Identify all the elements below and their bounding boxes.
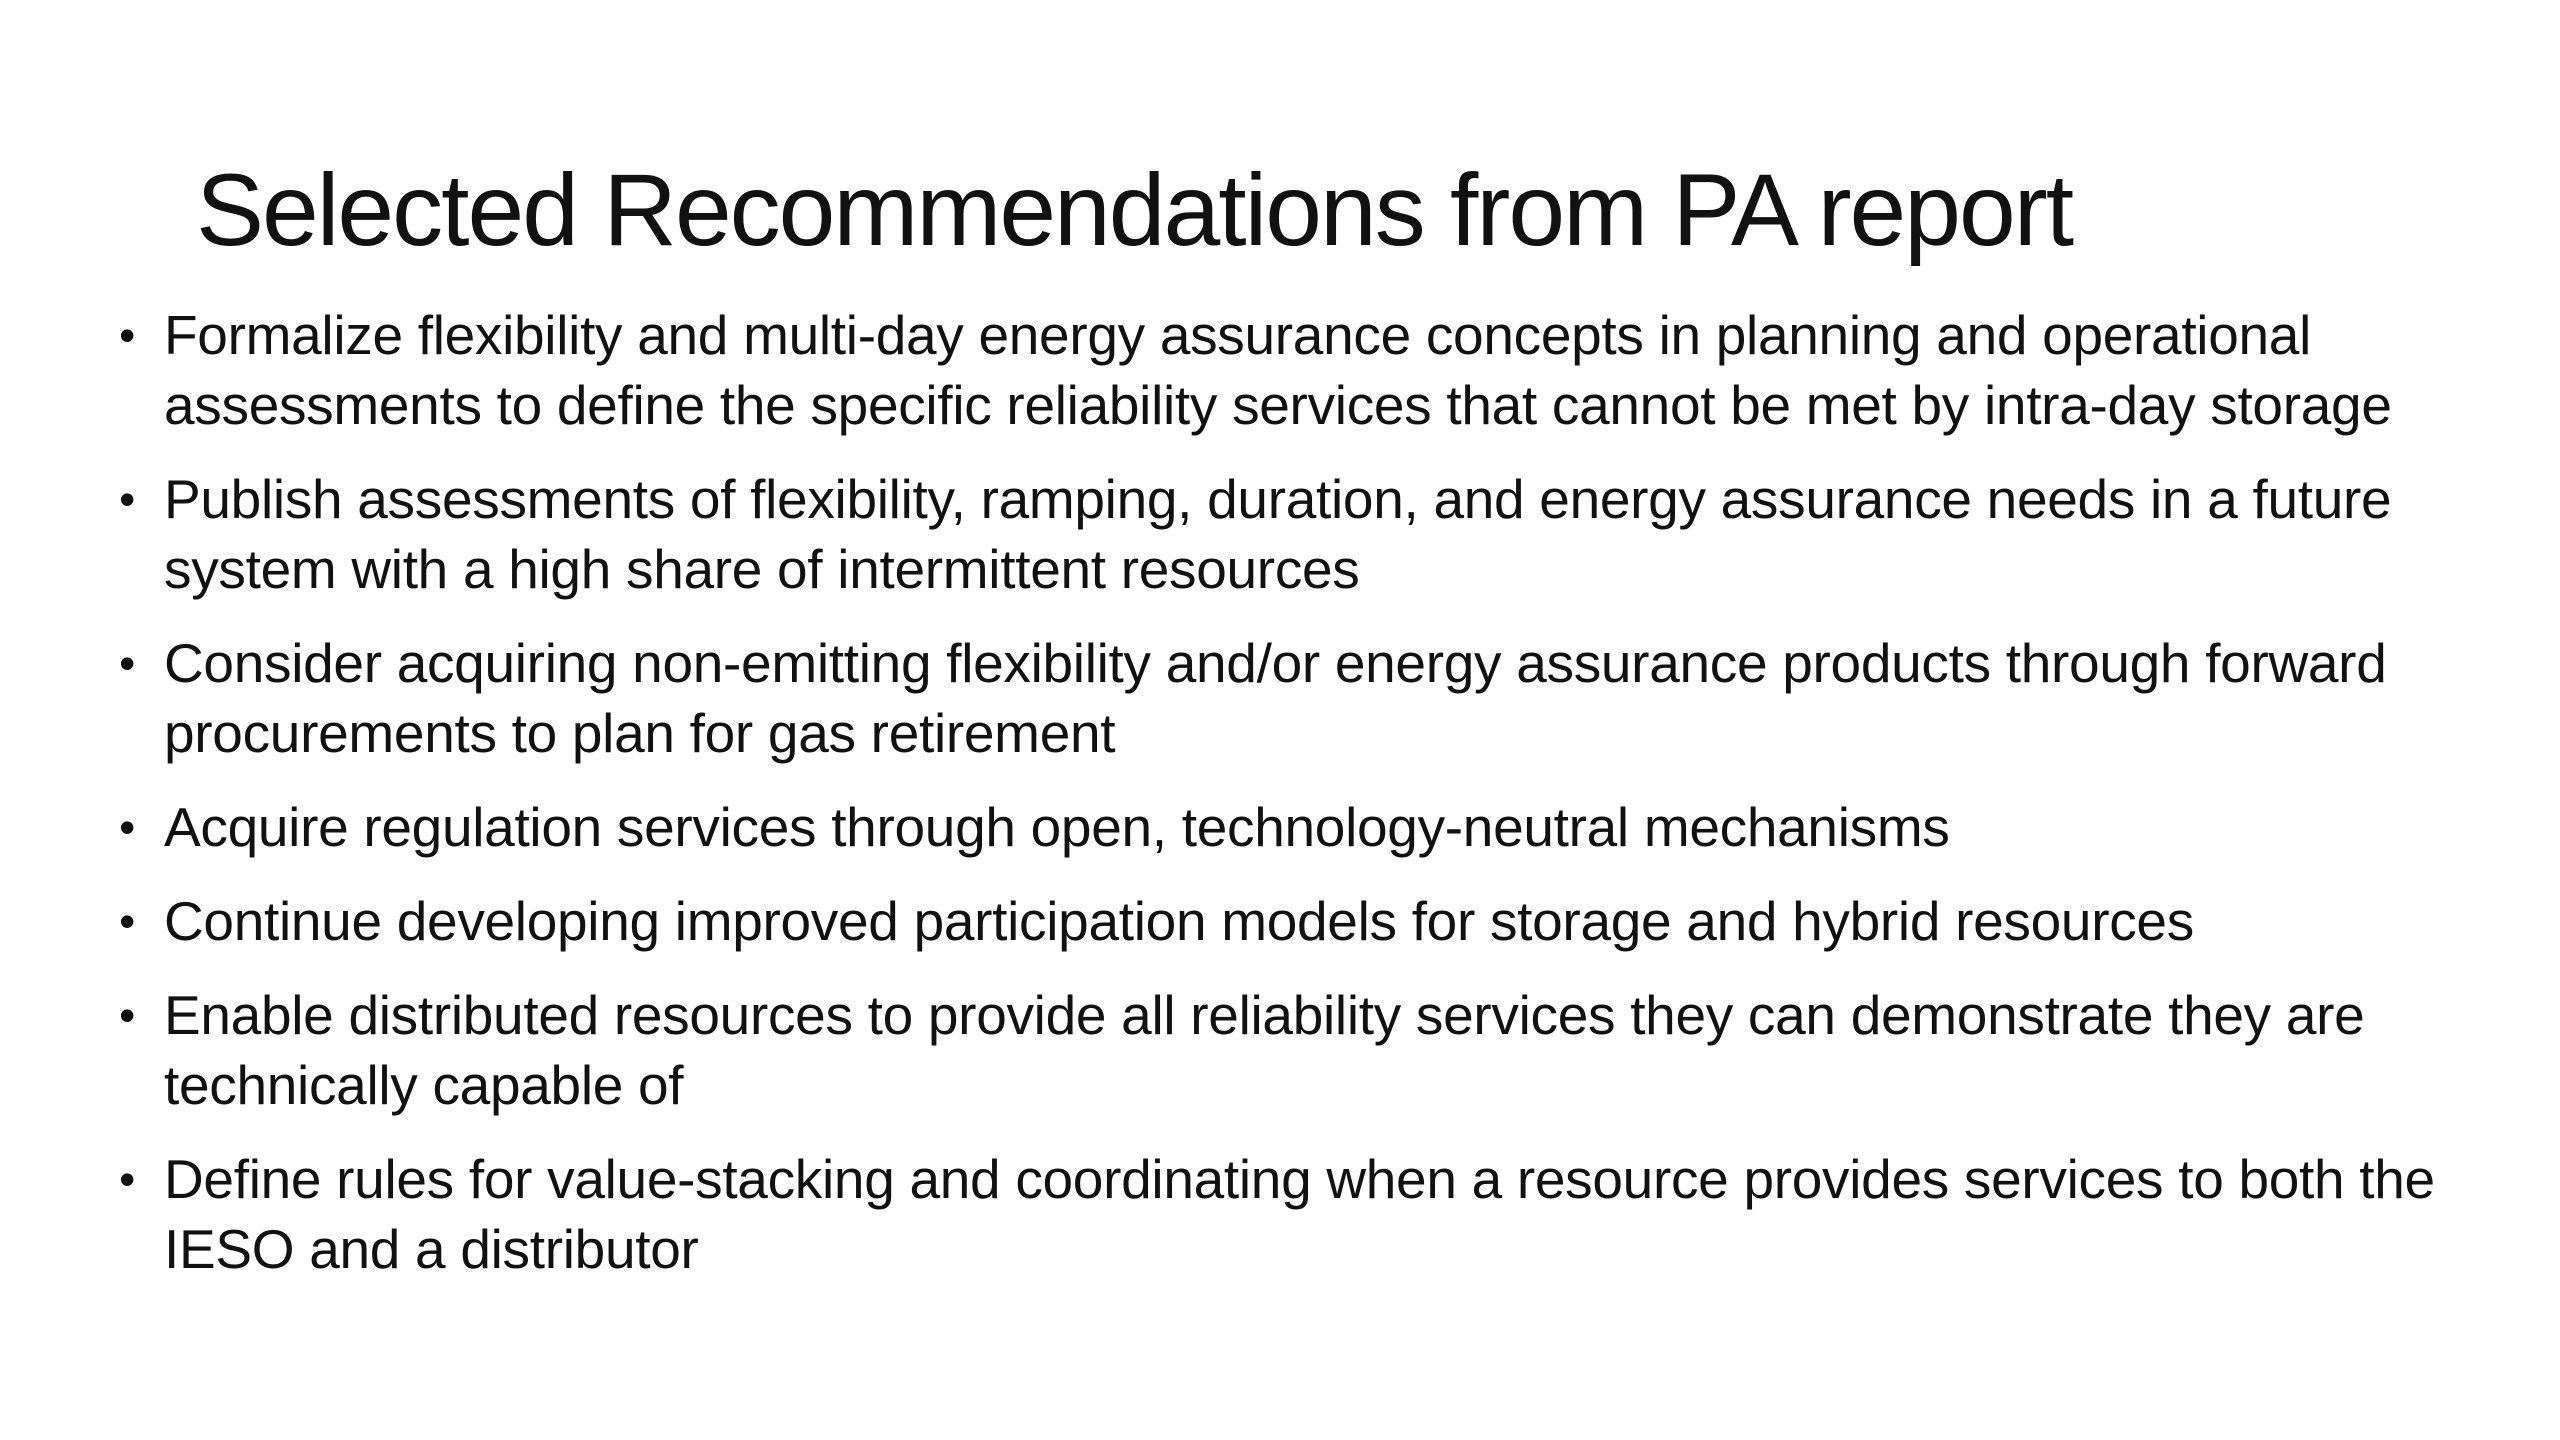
- recommendation-list: [112, 300, 2522, 1308]
- list-item: [112, 300, 2522, 440]
- bullet-dot-icon: •: [119, 1153, 135, 1205]
- list-item: [112, 886, 2522, 956]
- bullet-dot-icon: •: [119, 637, 135, 689]
- list-item-text: Enable distributed resources to provide all reliability services they can demonstrate they are technically capable of: [164, 984, 2365, 1116]
- bullet-dot-icon: •: [119, 309, 135, 361]
- bullet-dot-icon: •: [119, 801, 135, 853]
- list-item-text: Acquire regulation services through open, technology-neutral mechanisms: [164, 796, 1950, 858]
- list-item: [112, 1144, 2522, 1284]
- bullet-dot-icon: •: [119, 895, 135, 947]
- slide-title: Selected Recommendations from PA report: [196, 153, 2073, 267]
- list-item-text: Publish assessments of flexibility, ramping, duration, and energy assurance needs in a future system with a high share of intermittent resources: [164, 468, 2392, 600]
- list-item: [112, 628, 2522, 768]
- list-item-text: Continue developing improved participation models for storage and hybrid resources: [164, 890, 2194, 952]
- list-item-text: Define rules for value-stacking and coordinating when a resource provides services to both the IESO and a distributor: [164, 1148, 2435, 1280]
- list-item: [112, 792, 2522, 862]
- bullet-dot-icon: •: [119, 473, 135, 525]
- list-item-text: Formalize flexibility and multi-day energy assurance concepts in planning and operational assessments to define the specific reliability services that cannot be met by intra-day storage: [164, 304, 2392, 436]
- list-item: [112, 464, 2522, 604]
- bullet-dot-icon: •: [119, 989, 135, 1041]
- list-item-text: Consider acquiring non-emitting flexibility and/or energy assurance products through forward procurements to plan for gas retirement: [164, 632, 2387, 764]
- list-item: [112, 980, 2522, 1120]
